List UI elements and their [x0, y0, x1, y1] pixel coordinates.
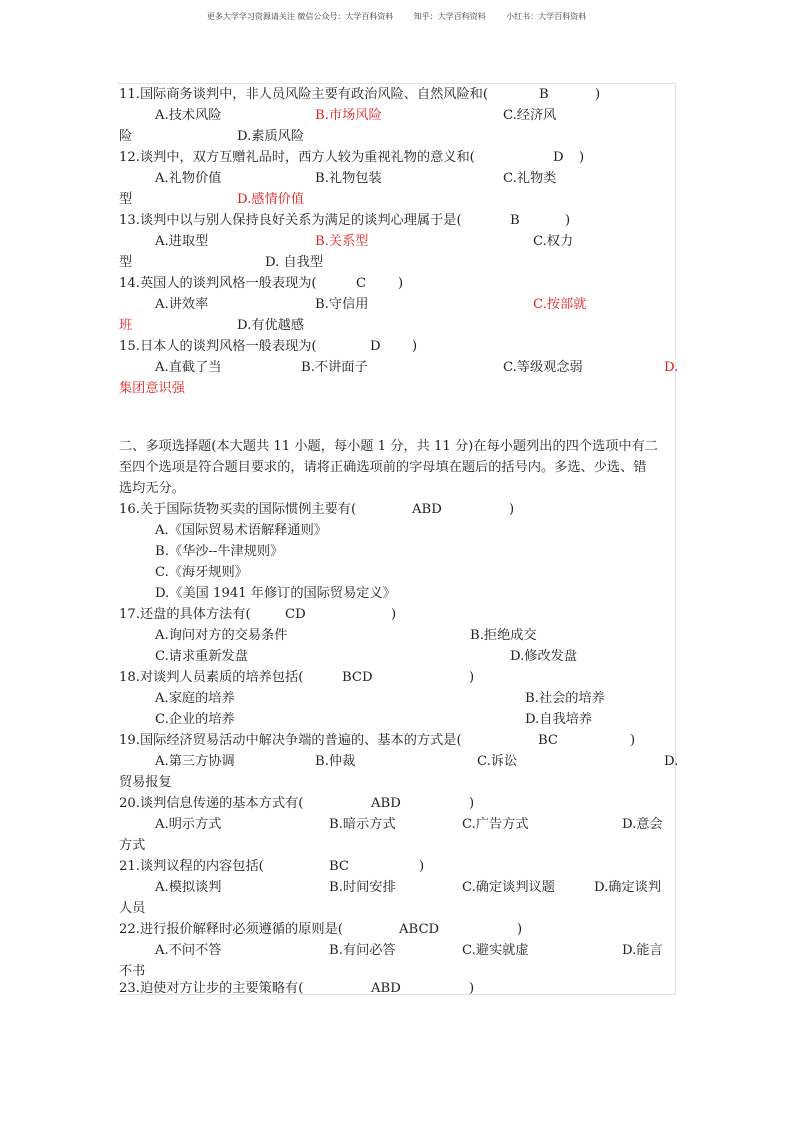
- text-segment: A.不问不答: [155, 943, 222, 958]
- text-segment: B.时间安排: [329, 880, 396, 895]
- text-segment: 方式: [119, 838, 146, 853]
- text-line: [119, 583, 675, 604]
- text-segment: B.《华沙--牛津规则》: [155, 544, 284, 559]
- text-segment: 至四个选项是符合题目要求的，请将正确选项前的字母填在题后的括号内。多选、少选、错: [119, 460, 647, 475]
- text-segment: D.确定谈判: [594, 880, 662, 895]
- text-line: [119, 835, 675, 856]
- text-segment: C.请求重新发盘: [155, 649, 248, 664]
- text-line: [119, 231, 675, 252]
- text-segment: B.有问必答: [329, 943, 396, 958]
- text-segment: ): [391, 607, 397, 622]
- text-line: [119, 730, 675, 751]
- text-segment: B.守信用: [315, 297, 369, 312]
- text-line: [119, 126, 675, 147]
- text-segment: ): [509, 502, 515, 517]
- text-segment: A.直截了当: [155, 360, 222, 375]
- text-line: [119, 709, 675, 730]
- text-segment: B: [539, 87, 549, 102]
- text-line: [119, 940, 675, 961]
- text-segment: B.暗示方式: [329, 817, 396, 832]
- text-segment: ): [565, 213, 571, 228]
- text-segment: C.企业的培养: [155, 712, 235, 727]
- text-segment: 20.谈判信息传递的基本方式有(: [119, 796, 304, 811]
- text-segment: 19.国际经济贸易活动中解决争端的普遍的、基本的方式是(: [119, 733, 462, 748]
- text-segment: 16.关于国际货物买卖的国际惯例主要有(: [119, 502, 357, 517]
- text-segment: C.权力: [533, 234, 574, 249]
- text-segment: A.模拟谈判: [155, 880, 222, 895]
- text-segment: ): [469, 796, 475, 811]
- text-segment: C.礼物类: [503, 171, 557, 186]
- text-segment: A.讲效率: [155, 297, 209, 312]
- answer-highlight: 班: [119, 318, 133, 333]
- answer-highlight: D.: [664, 360, 679, 375]
- text-segment: B.拒绝成交: [470, 628, 537, 643]
- text-line: [119, 252, 675, 273]
- text-segment: 险: [119, 129, 133, 144]
- text-line: [119, 336, 675, 357]
- text-segment: A.询问对方的交易条件: [155, 628, 288, 643]
- text-segment: 14.英国人的谈判风格一般表现为(: [119, 276, 317, 291]
- text-segment: 型: [119, 255, 133, 270]
- text-segment: D.素质风险: [237, 129, 305, 144]
- page-header: 更多大学学习资源请关注 微信公众号：大学百科资料 知乎：大学百科资料 小红书：大学百科资料: [206, 12, 587, 21]
- text-segment: A.明示方式: [155, 817, 222, 832]
- text-segment: B.礼物包装: [315, 171, 382, 186]
- text-line: [119, 457, 675, 478]
- text-segment: D: [370, 339, 381, 354]
- text-segment: 18.对谈判人员素质的培养包括(: [119, 670, 304, 685]
- text-segment: A.礼物价值: [155, 171, 222, 186]
- text-line: [119, 688, 675, 709]
- text-segment: ): [595, 87, 601, 102]
- text-segment: A.技术风险: [155, 108, 222, 123]
- text-segment: C.广告方式: [462, 817, 529, 832]
- text-segment: ABD: [412, 502, 442, 517]
- text-segment: 13.谈判中以与别人保持良好关系为满足的谈判心理属于是(: [119, 213, 462, 228]
- text-segment: B.仲裁: [315, 754, 356, 769]
- text-segment: ABD: [371, 796, 401, 811]
- text-line: [119, 436, 675, 457]
- text-segment: ): [419, 859, 425, 874]
- text-segment: 二、多项选择题(本大题共 11 小题，每小题 1 分，共 11 分)在每小题列出的四个选项中有二: [119, 439, 658, 454]
- text-segment: CD: [285, 607, 306, 622]
- text-line: [119, 499, 675, 520]
- text-segment: D: [553, 150, 564, 165]
- text-segment: A.进取型: [155, 234, 209, 249]
- text-segment: B.社会的培养: [525, 691, 605, 706]
- text-line: [119, 562, 675, 583]
- text-line: [119, 478, 675, 499]
- text-segment: C.等级观念弱: [503, 360, 583, 375]
- text-line: [119, 105, 675, 126]
- text-segment: 不书: [119, 964, 146, 979]
- text-segment: 22.进行报价解释时必须遵循的原则是(: [119, 922, 343, 937]
- text-segment: D.能言: [622, 943, 663, 958]
- text-line: [119, 168, 675, 189]
- text-segment: D.自我培养: [525, 712, 593, 727]
- text-segment: ABCD: [399, 922, 440, 937]
- text-segment: BC: [538, 733, 559, 748]
- text-segment: BC: [329, 859, 350, 874]
- answer-highlight: B.市场风险: [315, 108, 382, 123]
- text-segment: 15.日本人的谈判风格一般表现为(: [119, 339, 317, 354]
- text-segment: C.确定谈判议题: [462, 880, 555, 895]
- text-segment: C.《海牙规则》: [155, 565, 248, 580]
- answer-highlight: C.按部就: [533, 297, 587, 312]
- text-line: [119, 520, 675, 541]
- text-line: [119, 898, 675, 919]
- text-line: [119, 604, 675, 625]
- text-segment: 23.迫使对方让步的主要策略有(: [119, 981, 304, 996]
- text-segment: ): [469, 670, 475, 685]
- text-segment: 人员: [119, 901, 146, 916]
- text-line: [119, 751, 679, 772]
- text-segment: C.诉讼: [477, 754, 518, 769]
- text-segment: 17.还盘的具体方法有(: [119, 607, 251, 622]
- text-line: [119, 625, 675, 646]
- text-line: [119, 378, 675, 399]
- answer-highlight: B.关系型: [315, 234, 369, 249]
- text-segment: ): [398, 276, 404, 291]
- text-segment: ): [469, 981, 475, 996]
- text-segment: A.第三方协调: [155, 754, 235, 769]
- text-segment: C: [356, 276, 367, 291]
- text-line: [119, 273, 675, 294]
- text-line: [119, 814, 675, 835]
- text-segment: C.经济风: [503, 108, 557, 123]
- text-line: [119, 978, 675, 999]
- text-segment: 选均无分。: [119, 481, 185, 496]
- answer-highlight: 集团意识强: [119, 381, 185, 396]
- text-segment: 12.谈判中，双方互赠礼品时，西方人较为重视礼物的意义和(: [119, 150, 475, 165]
- text-segment: ): [579, 150, 585, 165]
- text-segment: D.修改发盘: [510, 649, 578, 664]
- text-line: [119, 667, 675, 688]
- text-line: [119, 919, 675, 940]
- text-line: [119, 877, 675, 898]
- text-segment: A.《国际贸易术语解释通则》: [155, 523, 327, 538]
- text-line: [119, 189, 675, 210]
- text-segment: D.有优越感: [237, 318, 305, 333]
- text-segment: BCD: [342, 670, 373, 685]
- text-line: [119, 147, 675, 168]
- text-line: [119, 294, 675, 315]
- text-line: [119, 315, 675, 336]
- answer-highlight: D.感情价值: [237, 192, 305, 207]
- text-line: [119, 793, 675, 814]
- text-segment: ): [412, 339, 418, 354]
- text-segment: 型: [119, 192, 133, 207]
- text-segment: D.: [664, 754, 679, 769]
- text-line: [119, 541, 675, 562]
- text-segment: B.不讲面子: [301, 360, 368, 375]
- text-segment: A.家庭的培养: [155, 691, 235, 706]
- text-segment: ABD: [371, 981, 401, 996]
- text-segment: 贸易报复: [119, 775, 172, 790]
- text-segment: 11.国际商务谈判中，非人员风险主要有政治风险、自然风险和(: [119, 87, 488, 102]
- text-line: [119, 856, 675, 877]
- text-segment: B: [510, 213, 520, 228]
- text-segment: D. 自我型: [265, 255, 324, 270]
- text-segment: C.避实就虚: [462, 943, 529, 958]
- text-line: [119, 84, 675, 105]
- text-segment: ): [630, 733, 636, 748]
- text-segment: ): [517, 922, 523, 937]
- text-line: [119, 357, 679, 378]
- text-line: [119, 646, 675, 667]
- text-segment: D.《美国 1941 年修订的国际贸易定义》: [155, 586, 396, 601]
- text-line: [119, 210, 675, 231]
- text-segment: D.意会: [622, 817, 663, 832]
- text-line: [119, 772, 675, 793]
- text-segment: 21.谈判议程的内容包括(: [119, 859, 264, 874]
